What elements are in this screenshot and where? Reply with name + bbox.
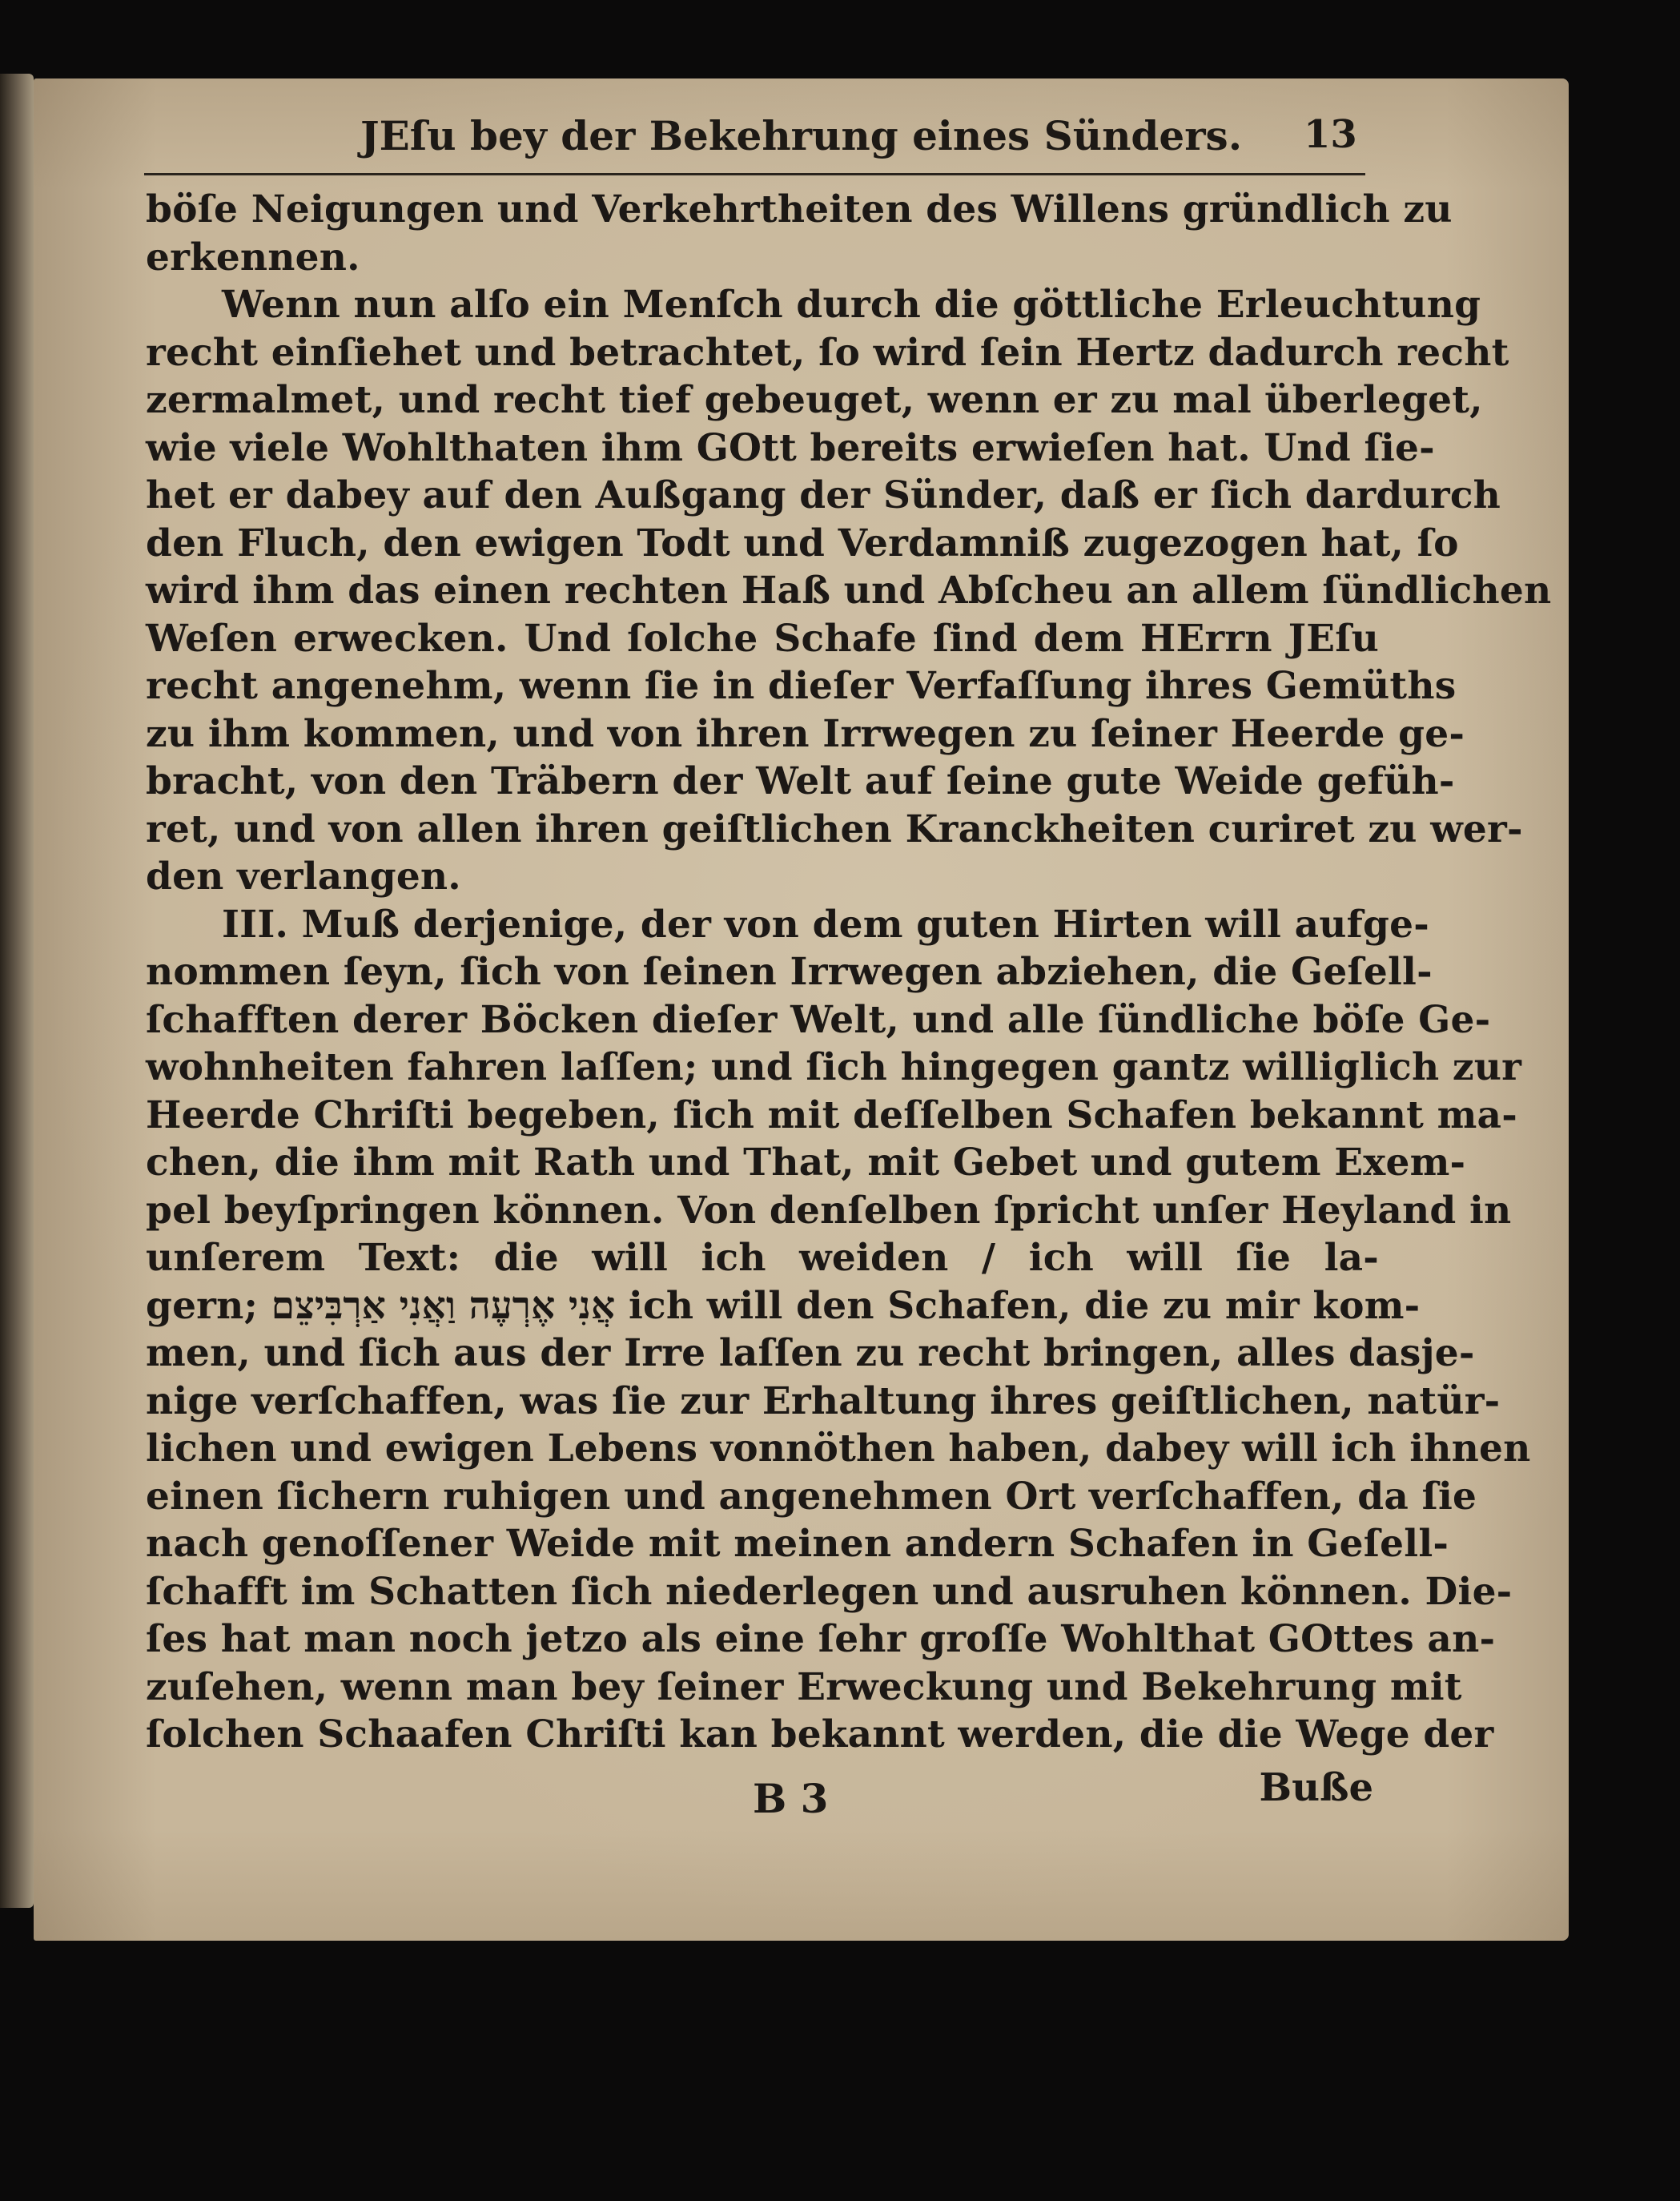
text-line: Weſen erwecken. Und ſolche Schafe ſind dem HErrn JEſu [146,616,1379,661]
text-line: ſes hat man noch jetzo als eine ſehr groſſe Wohlthat GOttes an- [146,1617,1496,1661]
facing-page-edge [0,74,34,1908]
text-line: ſchafft im Schatten ſich niederlegen und ausruhen können. Die- [146,1569,1513,1614]
running-title: JEſu bey der Bekehrung eines Sünders. [360,112,1243,159]
text-line: pel beyſpringen können. Von denſelben ſpricht unſer Heyland in [146,1188,1512,1233]
text-line: nommen ſeyn, ſich von ſeinen Irrwegen abziehen, die Geſell- [146,950,1433,994]
text-line: chen, die ihm mit Rath und That, mit Gebet und gutem Exem- [146,1141,1466,1185]
signature-mark: B 3 [753,1775,829,1822]
text-line: wird ihm das einen rechten Haß und Abſcheu an allem ſündlichen [146,569,1552,613]
header-rule [144,173,1365,175]
text-line: Heerde Chriſti begeben, ſich mit deſſelben Schafen bekannt ma- [146,1092,1517,1137]
text-line: nige verſchaffen, was ſie zur Erhaltung ihres geiſtlichen, natür- [146,1378,1501,1423]
text-line: den Fluch, den ewigen Todt und Verdamniß zugezogen hat, ſo [146,521,1459,565]
text-line: bracht, von den Träbern der Welt auf ſeine gute Weide gefüh- [146,759,1455,803]
text-line: III. Muß derjenige, der von dem guten Hirten will aufge- [222,902,1429,947]
text-line: zu ihm kommen, und von ihren Irrwegen zu ſeiner Heerde ge- [146,711,1465,756]
text-line: recht einſiehet und betrachtet, ſo wird ſein Hertz dadurch recht [146,330,1509,375]
text-line: einen ſichern ruhigen und angenehmen Ort verſchaffen, da ſie [146,1474,1477,1519]
text-line: erkennen. [146,235,360,280]
page-number: 13 [1304,112,1357,157]
text-line: ſolchen Schaafen Chriſti kan bekannt werden, die die Wege der [146,1712,1494,1756]
text-line: zermalmet, und recht tief gebeuget, wenn er zu mal überleget, [146,378,1483,422]
catchword: Buße [1259,1765,1373,1810]
text-line: men, und ſich aus der Irre laſſen zu recht bringen, alles dasje- [146,1331,1475,1375]
text-line: Wenn nun alſo ein Menſch durch die göttliche Erleuchtung [222,283,1481,327]
text-line: het er dabey auf den Außgang der Sünder, daß er ſich dardurch [146,473,1501,517]
text-line: wie viele Wohlthaten ihm GOtt bereits erwieſen hat. Und ſie- [146,425,1435,470]
text-line: gern; אֲנִי אֶרְעֶה וַאֲנִי אַרְבִּיצֵם ich will den Schafen, die zu mir kom- [146,1283,1421,1328]
text-line: zuſehen, wenn man bey ſeiner Erweckung und Bekehrung mit [146,1664,1462,1709]
text-line: den verlangen. [146,855,461,899]
text-line: wohnheiten fahren laſſen; und ſich hingegen gantz williglich zur [146,1045,1522,1089]
text-line: nach genoſſener Weide mit meinen andern Schafen in Geſell- [146,1522,1449,1566]
text-line: recht angenehm, wenn ſie in dieſer Verfaſſung ihres Gemüths [146,664,1457,708]
text-line: lichen und ewigen Lebens vonnöthen haben, dabey will ich ihnen [146,1426,1531,1471]
text-line: unſerem Text: die will ich weiden / ich will ſie la- [146,1236,1379,1280]
text-line: ſchafften derer Böcken dieſer Welt, und alle ſündliche böſe Ge- [146,997,1491,1042]
body-text [146,186,1552,1772]
text-line: böſe Neigungen und Verkehrtheiten des Willens gründlich zu [146,187,1453,231]
text-line: ret, und von allen ihren geiſtlichen Kranckheiten curiret zu wer- [146,807,1523,851]
